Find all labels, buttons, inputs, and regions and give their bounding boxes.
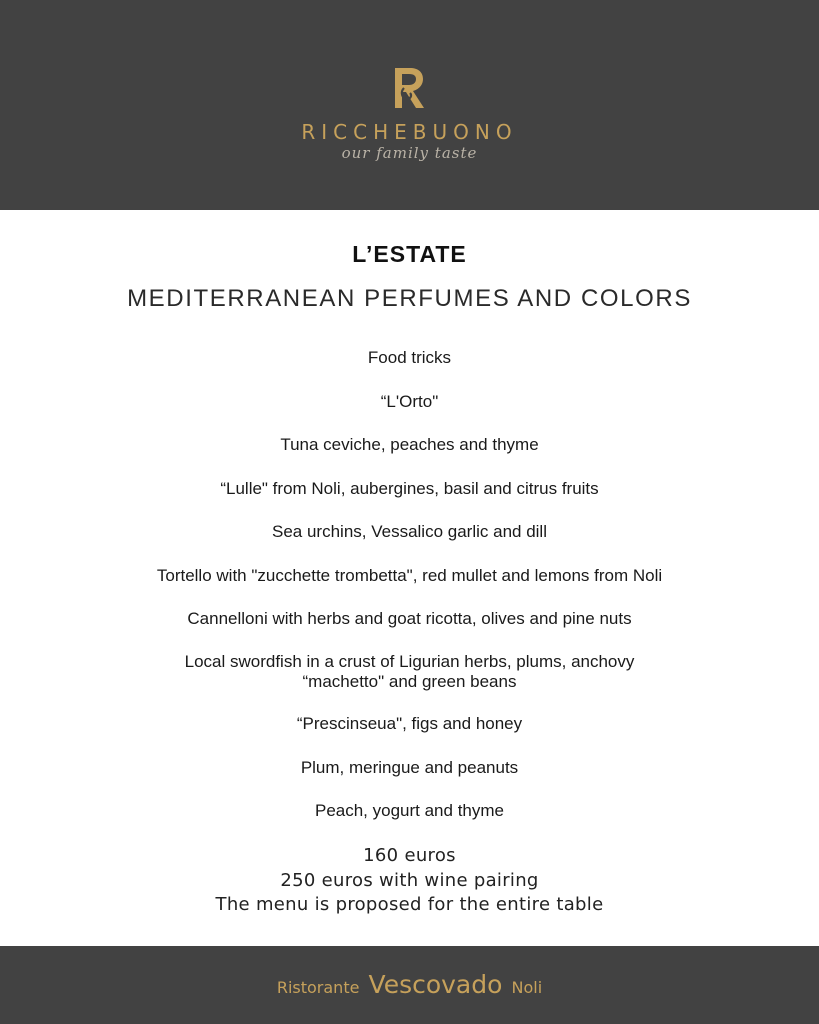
course-item: Cannelloni with herbs and goat ricotta, olives and pine nuts [187, 609, 632, 628]
footer-band [0, 946, 819, 1024]
menu-subtitle: MEDITERRANEAN PERFUMES AND COLORS [127, 285, 692, 312]
course-item: Peach, yogurt and thyme [314, 801, 504, 820]
footer-restaurant [0, 970, 819, 999]
course-item: Tuna ceviche, peaches and thyme [280, 435, 539, 454]
header-band [0, 0, 819, 210]
footer-prefix: Ristorante [276, 978, 360, 997]
footer-restaurant-name: Vescovado [368, 970, 503, 999]
brand-logo [392, 66, 426, 110]
course-item: Local swordfish in a crust of Ligurian herbs, plums, anchovy “machetto" and green beans [184, 652, 635, 691]
course-item: Food tricks [367, 348, 452, 367]
course-item: “Lulle" from Noli, aubergines, basil and citrus fruits [220, 479, 599, 498]
menu-title: L’ESTATE [352, 241, 467, 267]
menu-note: The menu is proposed for the entire table [215, 894, 604, 915]
course-item: Plum, meringue and peanuts [300, 758, 519, 777]
course-item: “Prescinseua", figs and honey [296, 714, 523, 733]
course-item: “L'Orto" [380, 392, 439, 411]
brand-name: RICCHEBUONO [301, 120, 518, 144]
footer-suffix: Noli [511, 978, 543, 997]
course-item: Sea urchins, Vessalico garlic and dill [272, 522, 547, 541]
pricing-block [0, 844, 819, 918]
brand-tagline: our family taste [341, 144, 478, 162]
price: 160 euros [363, 845, 456, 866]
course-item: Tortello with "zucchette trombetta", red mullet and lemons from Noli [156, 566, 663, 585]
price-wine-pairing: 250 euros with wine pairing [280, 869, 539, 891]
